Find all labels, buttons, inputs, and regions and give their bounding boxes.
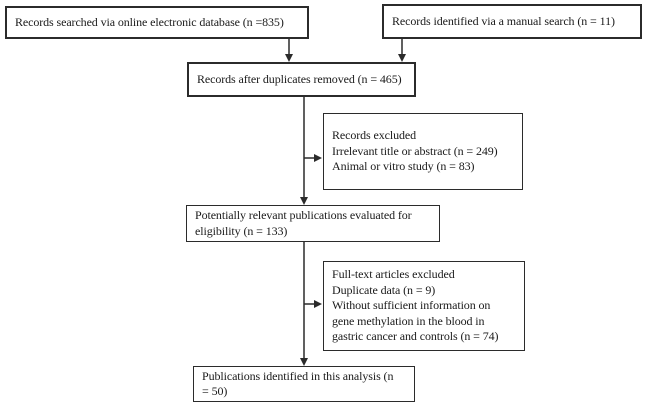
box-text-line: Full-text articles excluded — [332, 267, 455, 282]
box-text-line: Duplicate data (n = 9) — [332, 282, 436, 297]
box-text-line: Potentially relevant publications evaluated for — [195, 208, 412, 222]
box-text-line: Records after duplicates removed (n = 465) — [197, 71, 402, 86]
box-text-line: gene methylation in the blood in — [332, 313, 485, 328]
arrowhead-down-icon — [285, 54, 293, 62]
box-text-line: gastric cancer and controls (n = 74) — [332, 329, 499, 344]
arrowhead-down-icon — [300, 358, 308, 366]
box-publications-final — [193, 366, 415, 402]
box-records-searched — [5, 6, 309, 39]
arrowhead-down-icon — [398, 54, 406, 62]
box-text-line: = 50) — [202, 384, 228, 398]
box-records-excluded — [323, 113, 523, 190]
box-fulltext-excluded — [323, 261, 525, 351]
box-text-line: Records excluded — [332, 128, 417, 143]
box-records-manual-search — [382, 4, 642, 39]
arrowhead-right-icon — [314, 300, 322, 308]
box-text-line: Records searched via online electronic database (n =835) — [15, 14, 284, 29]
box-text-line: Animal or vitro study (n = 83) — [332, 159, 475, 174]
box-eligibility-evaluated — [186, 205, 440, 242]
box-text-line: Records identified via a manual search (n = 11) — [392, 13, 615, 28]
box-text-line: Publications identified in this analysis (n — [202, 368, 394, 383]
box-text-line: Irrelevant title or abstract (n = 249) — [332, 143, 498, 158]
box-text-line: eligibility (n = 133) — [195, 223, 288, 238]
box-text-line: Without sufficient information on — [332, 298, 491, 313]
arrowhead-right-icon — [314, 154, 322, 162]
box-after-duplicates-removed — [187, 62, 416, 97]
arrowhead-down-icon — [300, 197, 308, 205]
